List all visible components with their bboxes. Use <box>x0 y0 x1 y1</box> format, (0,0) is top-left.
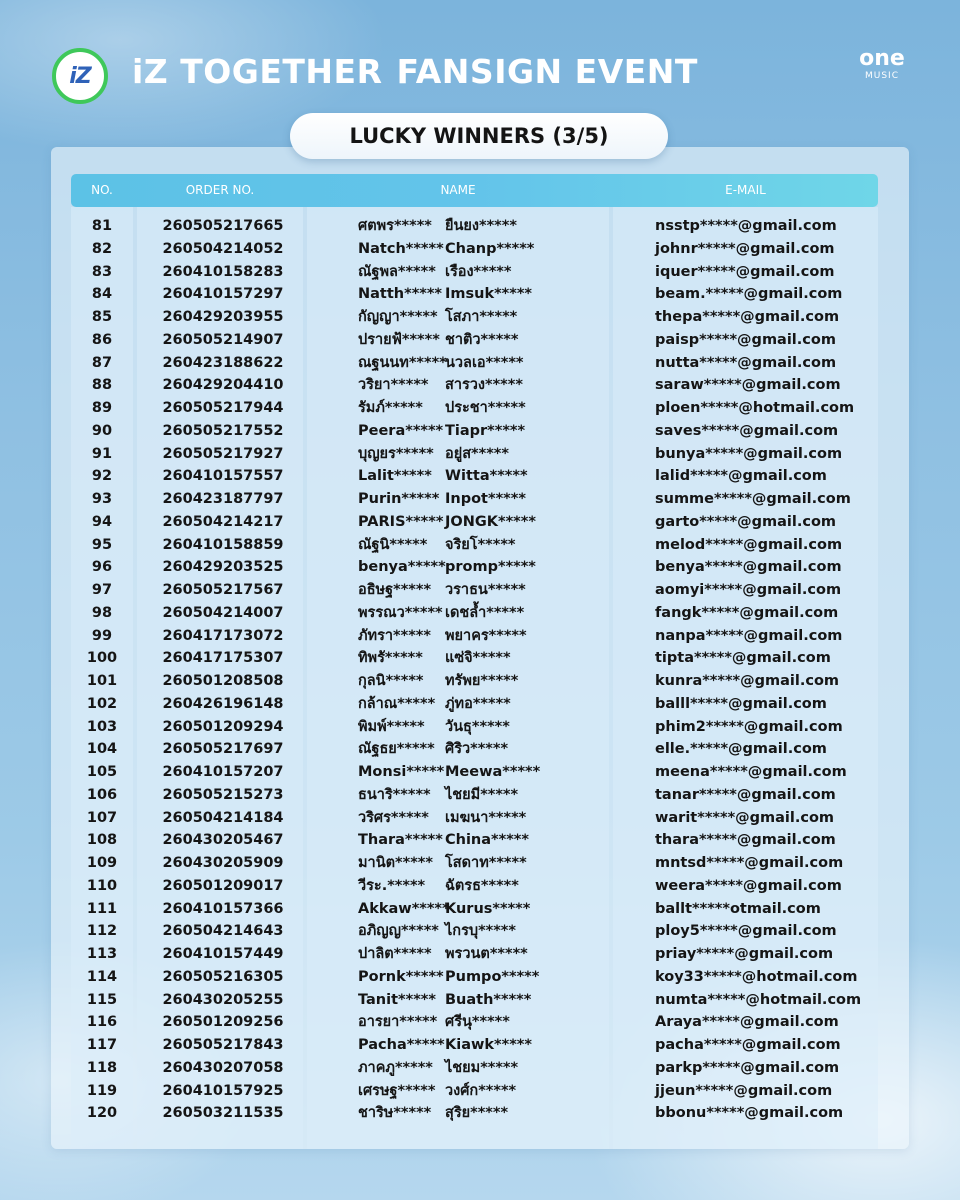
last-name: ภู่ทอ***** <box>445 695 511 712</box>
email: koy33*****@hotmail.com <box>655 968 858 985</box>
row-number: 113 <box>86 946 118 962</box>
email: aomyi*****@gmail.com <box>655 582 842 598</box>
banner-label: LUCKY WINNERS (3/5) <box>349 124 609 148</box>
email: nsstp*****@gmail.com <box>655 218 837 234</box>
last-name: Inpot***** <box>445 491 526 507</box>
last-name: Pumpo***** <box>445 968 540 985</box>
order-number: 260417173072 <box>162 627 284 644</box>
email: ploy5*****@gmail.com <box>655 923 837 940</box>
order-number: 260505216305 <box>162 968 284 985</box>
row-number: 92 <box>91 468 113 485</box>
table-row <box>0 602 960 625</box>
email: thepa*****@gmail.com <box>655 309 840 325</box>
first-name: Akkaw***** <box>358 900 450 917</box>
first-name: PARIS***** <box>358 513 444 530</box>
first-name: Purin***** <box>358 491 440 507</box>
last-name: JONGK***** <box>445 513 536 530</box>
first-name: อภิญญ***** <box>358 923 439 940</box>
brand-main-text: one <box>859 46 905 71</box>
order-number: 260410157925 <box>162 1082 284 1099</box>
table-row <box>0 397 960 420</box>
first-name: มานิต***** <box>358 855 433 871</box>
row-number: 116 <box>86 1014 118 1031</box>
table-row <box>0 920 960 943</box>
table-row <box>0 556 960 579</box>
order-number: 260417175307 <box>162 650 284 667</box>
first-name: วริยา***** <box>358 377 429 394</box>
row-number: 82 <box>91 240 113 257</box>
row-number: 114 <box>86 968 118 985</box>
email: priay*****@gmail.com <box>655 946 834 962</box>
row-number: 107 <box>86 809 118 826</box>
table-row <box>0 374 960 397</box>
row-number: 95 <box>91 536 113 553</box>
order-number: 260410157557 <box>162 468 284 485</box>
order-number: 260505217843 <box>162 1037 284 1053</box>
last-name: Imsuk***** <box>445 286 533 303</box>
row-number: 108 <box>86 832 118 849</box>
row-number: 112 <box>86 923 118 940</box>
last-name: ยืนยง***** <box>445 218 517 234</box>
email: lalid*****@gmail.com <box>655 468 827 485</box>
email: summe*****@gmail.com <box>655 491 851 507</box>
email: mntsd*****@gmail.com <box>655 855 844 871</box>
order-number: 260410158283 <box>162 263 284 280</box>
table-row <box>0 625 960 648</box>
email: kunra*****@gmail.com <box>655 673 840 689</box>
order-number: 260429203525 <box>162 559 284 576</box>
last-name: โสภา***** <box>445 309 518 325</box>
first-name: รัมภ์***** <box>358 400 423 416</box>
first-name: Peera***** <box>358 422 444 439</box>
order-number: 260505217552 <box>162 422 284 439</box>
table-row <box>0 761 960 784</box>
first-name: ณัฐพล***** <box>358 263 436 280</box>
table-row <box>0 215 960 238</box>
order-number: 260505217665 <box>162 218 284 234</box>
last-name: สุริย***** <box>445 1105 509 1122</box>
last-name: โสดาท***** <box>445 855 527 871</box>
last-name: Tiapr***** <box>445 422 526 439</box>
order-number: 260504214643 <box>162 923 284 940</box>
row-number: 90 <box>91 422 113 439</box>
table-row <box>0 693 960 716</box>
first-name: Lalit***** <box>358 468 432 485</box>
email: nutta*****@gmail.com <box>655 354 837 371</box>
winners-table-body <box>0 215 960 1125</box>
email: fangk*****@gmail.com <box>655 604 839 621</box>
table-row <box>0 329 960 352</box>
header-no: NO. <box>91 183 113 197</box>
row-number: 110 <box>86 877 118 894</box>
email: ploen*****@hotmail.com <box>655 400 855 416</box>
header-email: E-MAIL <box>725 183 766 197</box>
table-row <box>0 420 960 443</box>
brand-sub-text: MUSIC <box>864 71 899 81</box>
last-name: ชาติว***** <box>445 331 519 348</box>
first-name: ทิพรั***** <box>358 650 423 667</box>
first-name: Pacha***** <box>358 1037 445 1053</box>
order-number: 260501209294 <box>162 718 284 735</box>
email: meena*****@gmail.com <box>655 764 847 780</box>
last-name: ไกรบุ***** <box>445 923 516 940</box>
first-name: วริศร***** <box>358 809 429 826</box>
first-name: ธนาริ***** <box>358 786 431 803</box>
first-name: ชาริษ***** <box>358 1105 432 1122</box>
row-number: 100 <box>86 650 118 667</box>
first-name: Pornk***** <box>358 968 444 985</box>
email: paisp*****@gmail.com <box>655 331 836 348</box>
email: beam.*****@gmail.com <box>655 286 843 303</box>
last-name: วงศ์ก***** <box>445 1082 517 1099</box>
event-title <box>132 52 698 91</box>
table-row <box>0 465 960 488</box>
first-name: ณัฐนิ***** <box>358 536 428 553</box>
last-name: Kurus***** <box>445 900 531 917</box>
table-row <box>0 443 960 466</box>
table-row <box>0 511 960 534</box>
order-number: 260429203955 <box>162 309 284 325</box>
table-row <box>0 352 960 375</box>
order-number: 260504214217 <box>162 513 284 530</box>
table-row <box>0 1011 960 1034</box>
order-number: 260429204410 <box>162 377 284 394</box>
last-name: นวลเอ***** <box>445 354 524 371</box>
last-name: แซ่จิ***** <box>445 650 511 667</box>
table-row <box>0 898 960 921</box>
table-row <box>0 943 960 966</box>
event-title-part2: FANSIGN EVENT <box>396 52 698 91</box>
row-number: 98 <box>91 604 113 621</box>
row-number: 115 <box>86 991 118 1008</box>
row-number: 104 <box>86 741 118 758</box>
last-name: ไชยมี***** <box>445 786 519 803</box>
order-number: 260503211535 <box>162 1105 284 1122</box>
lucky-winners-banner <box>290 113 668 159</box>
table-row <box>0 261 960 284</box>
row-number: 103 <box>86 718 118 735</box>
order-number: 260504214052 <box>162 240 284 257</box>
email: warit*****@gmail.com <box>655 809 835 826</box>
first-name: เศรษฐ***** <box>358 1082 436 1099</box>
email: garto*****@gmail.com <box>655 513 837 530</box>
table-row <box>0 1102 960 1125</box>
first-name: อธิษฐ***** <box>358 582 432 598</box>
row-number: 87 <box>91 354 113 371</box>
row-number: 120 <box>86 1105 118 1122</box>
row-number: 117 <box>86 1037 118 1053</box>
table-row <box>0 989 960 1012</box>
one-music-logo <box>850 48 914 81</box>
first-name: Thara***** <box>358 832 443 849</box>
last-name: จริยโ***** <box>445 536 516 553</box>
row-number: 96 <box>91 559 113 576</box>
order-number: 260423188622 <box>162 354 284 371</box>
row-number: 89 <box>91 400 113 416</box>
table-header <box>71 174 878 207</box>
first-name: กล้าณ***** <box>358 695 436 712</box>
last-name: เดชล้ำ***** <box>445 604 525 621</box>
first-name: ปาลิต***** <box>358 946 432 962</box>
email: pacha*****@gmail.com <box>655 1037 841 1053</box>
first-name: benya***** <box>358 559 446 576</box>
first-name: ณฐนนท***** <box>358 354 447 371</box>
order-number: 260430205255 <box>162 991 284 1008</box>
table-row <box>0 738 960 761</box>
order-number: 260430205909 <box>162 855 284 871</box>
last-name: พรวนต***** <box>445 946 528 962</box>
last-name: Meewa***** <box>445 764 541 780</box>
order-number: 260504214184 <box>162 809 284 826</box>
table-row <box>0 716 960 739</box>
row-number: 93 <box>91 491 113 507</box>
order-number: 260423187797 <box>162 491 284 507</box>
order-number: 260410157366 <box>162 900 284 917</box>
first-name: ศตพร***** <box>358 218 432 234</box>
email: weera*****@gmail.com <box>655 877 842 894</box>
first-name: พิมพ์***** <box>358 718 425 735</box>
first-name: Tanit***** <box>358 991 436 1008</box>
iz-logo-mark: iZ <box>69 63 91 89</box>
first-name: ภัทรา***** <box>358 627 431 644</box>
first-name: ณัฐธย***** <box>358 741 435 758</box>
email: saves*****@gmail.com <box>655 422 839 439</box>
email: elle.*****@gmail.com <box>655 741 827 758</box>
table-row <box>0 647 960 670</box>
email: iquer*****@gmail.com <box>655 263 835 280</box>
last-name: วราธน***** <box>445 582 526 598</box>
email: balll*****@gmail.com <box>655 695 827 712</box>
table-row <box>0 807 960 830</box>
last-name: สารวง***** <box>445 377 523 394</box>
last-name: ศรีนุ***** <box>445 1014 510 1031</box>
row-number: 86 <box>91 331 113 348</box>
last-name: promp***** <box>445 559 536 576</box>
order-number: 260430207058 <box>162 1059 284 1076</box>
order-number: 260501208508 <box>162 673 284 689</box>
email: melod*****@gmail.com <box>655 536 843 553</box>
last-name: พยาคร***** <box>445 627 527 644</box>
row-number: 106 <box>86 786 118 803</box>
email: phim2*****@gmail.com <box>655 718 843 735</box>
last-name: ประชา***** <box>445 400 526 416</box>
order-number: 260505217927 <box>162 445 284 462</box>
row-number: 91 <box>91 445 113 462</box>
email: jjeun*****@gmail.com <box>655 1082 833 1099</box>
last-name: เมฆนา***** <box>445 809 527 826</box>
order-number: 260410158859 <box>162 536 284 553</box>
last-name: Chanp***** <box>445 240 535 257</box>
row-number: 109 <box>86 855 118 871</box>
table-row <box>0 875 960 898</box>
first-name: ปรายฟ้***** <box>358 331 440 348</box>
email: tipta*****@gmail.com <box>655 650 831 667</box>
email: nanpa*****@gmail.com <box>655 627 843 644</box>
order-number: 260505217697 <box>162 741 284 758</box>
row-number: 88 <box>91 377 113 394</box>
last-name: Witta***** <box>445 468 528 485</box>
order-number: 260501209256 <box>162 1014 284 1031</box>
table-row <box>0 829 960 852</box>
last-name: อยู่ส***** <box>445 445 509 462</box>
table-row <box>0 966 960 989</box>
table-row <box>0 784 960 807</box>
email: tanar*****@gmail.com <box>655 786 836 803</box>
table-row <box>0 238 960 261</box>
row-number: 85 <box>91 309 113 325</box>
row-number: 81 <box>91 218 113 234</box>
header-name: NAME <box>440 183 476 197</box>
last-name: Kiawk***** <box>445 1037 532 1053</box>
email: saraw*****@gmail.com <box>655 377 841 394</box>
row-number: 118 <box>86 1059 118 1076</box>
table-row <box>0 1080 960 1103</box>
row-number: 97 <box>91 582 113 598</box>
first-name: บุญยร***** <box>358 445 434 462</box>
last-name: Buath***** <box>445 991 532 1008</box>
order-number: 260504214007 <box>162 604 284 621</box>
table-row <box>0 488 960 511</box>
first-name: Monsi***** <box>358 764 445 780</box>
row-number: 101 <box>86 673 118 689</box>
last-name: ฉัตรธ***** <box>445 877 519 894</box>
table-row <box>0 534 960 557</box>
email: parkp*****@gmail.com <box>655 1059 840 1076</box>
table-row <box>0 670 960 693</box>
last-name: ทรัพย***** <box>445 673 519 689</box>
order-number: 260505215273 <box>162 786 284 803</box>
first-name: อารยา***** <box>358 1014 438 1031</box>
email: Araya*****@gmail.com <box>655 1014 839 1031</box>
first-name: กุลนิ***** <box>358 673 424 689</box>
first-name: ภาคภู***** <box>358 1059 433 1076</box>
email: benya*****@gmail.com <box>655 559 842 576</box>
table-row <box>0 306 960 329</box>
order-number: 260505214907 <box>162 331 284 348</box>
first-name: Natch***** <box>358 240 444 257</box>
order-number: 260501209017 <box>162 877 284 894</box>
event-title-part1: iZ TOGETHER <box>132 52 383 91</box>
order-number: 260430205467 <box>162 832 284 849</box>
header-order-no: ORDER NO. <box>185 183 255 197</box>
row-number: 84 <box>91 286 113 303</box>
row-number: 111 <box>86 900 118 917</box>
order-number: 260505217944 <box>162 400 284 416</box>
first-name: วีระ.***** <box>358 877 426 894</box>
order-number: 260410157449 <box>162 946 284 962</box>
last-name: วันธุ***** <box>445 718 510 735</box>
table-row <box>0 579 960 602</box>
table-row <box>0 1057 960 1080</box>
row-number: 102 <box>86 695 118 712</box>
row-number: 83 <box>91 263 113 280</box>
first-name: กัญญา***** <box>358 309 438 325</box>
row-number: 119 <box>86 1082 118 1099</box>
email: numta*****@hotmail.com <box>655 991 862 1008</box>
first-name: Natth***** <box>358 286 443 303</box>
row-number: 99 <box>91 627 113 644</box>
email: bunya*****@gmail.com <box>655 445 843 462</box>
email: johnr*****@gmail.com <box>655 240 835 257</box>
last-name: ศิริว***** <box>445 741 509 758</box>
email: thara*****@gmail.com <box>655 832 836 849</box>
table-row <box>0 283 960 306</box>
last-name: เรือง***** <box>445 263 512 280</box>
row-number: 105 <box>86 764 118 780</box>
order-number: 260426196148 <box>162 695 284 712</box>
table-row <box>0 852 960 875</box>
email: bbonu*****@gmail.com <box>655 1105 844 1122</box>
iz-logo <box>52 48 108 104</box>
table-row <box>0 1034 960 1057</box>
last-name: China***** <box>445 832 529 849</box>
order-number: 260505217567 <box>162 582 284 598</box>
order-number: 260410157207 <box>162 764 284 780</box>
last-name: ไชยม***** <box>445 1059 519 1076</box>
row-number: 94 <box>91 513 113 530</box>
order-number: 260410157297 <box>162 286 284 303</box>
first-name: พรรณว***** <box>358 604 443 621</box>
email: ballt*****otmail.com <box>655 900 821 917</box>
